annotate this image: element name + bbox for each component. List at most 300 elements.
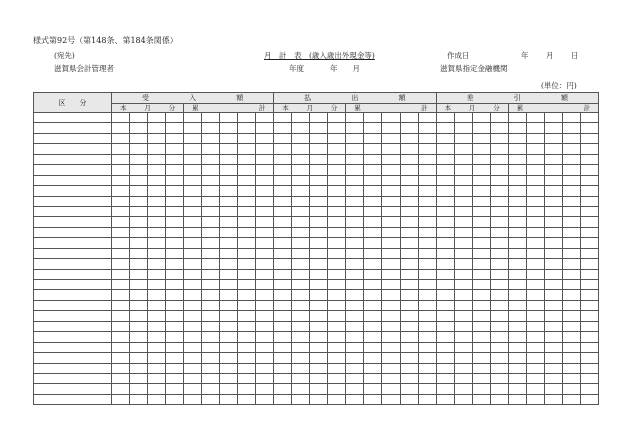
row-category-cell [34,206,112,216]
amount-digit-cell [436,373,454,383]
amount-digit-cell [112,290,130,300]
amount-digit-cell [310,311,328,321]
amount-digit-cell [346,332,364,342]
amount-digit-cell [238,154,256,164]
amount-digit-cell [220,206,238,216]
amount-digit-cell [526,321,544,331]
amount-digit-cell [508,342,526,352]
amount-digit-cell [382,321,400,331]
amount-digit-cell [238,196,256,206]
amount-digit-cell [328,227,346,237]
amount-digit-cell [472,290,490,300]
amount-digit-cell [490,342,508,352]
amount-digit-cell [130,280,148,290]
amount-digit-cell [346,280,364,290]
amount-digit-cell [436,332,454,342]
amount-digit-cell [310,353,328,363]
amount-digit-cell [184,113,202,123]
amount-digit-cell [220,280,238,290]
amount-digit-cell [418,113,436,123]
amount-digit-cell [130,259,148,269]
row-category-cell [34,123,112,133]
amount-digit-cell [166,217,184,227]
row-category-cell [34,353,112,363]
amount-digit-cell [580,133,598,143]
amount-digit-cell [562,363,580,373]
amount-digit-cell [274,217,292,227]
amount-digit-cell [562,206,580,216]
amount-digit-cell [184,248,202,258]
amount-digit-cell [580,373,598,383]
amount-digit-cell [400,259,418,269]
amount-digit-cell [112,311,130,321]
amount-digit-cell [472,363,490,373]
amount-digit-cell [220,123,238,133]
addressee: 滋賀県会計管理者 [54,64,114,73]
amount-digit-cell [418,196,436,206]
amount-digit-cell [202,165,220,175]
table-row [34,269,599,279]
amount-digit-cell [292,300,310,310]
amount-digit-cell [436,353,454,363]
amount-digit-cell [526,154,544,164]
amount-digit-cell [382,217,400,227]
row-category-cell [34,238,112,248]
amount-digit-cell [400,206,418,216]
amount-digit-cell [148,248,166,258]
amount-digit-cell [364,217,382,227]
amount-digit-cell [454,373,472,383]
amount-digit-cell [562,321,580,331]
amount-digit-cell [580,154,598,164]
amount-digit-cell [166,206,184,216]
amount-digit-cell [418,269,436,279]
amount-digit-cell [382,154,400,164]
amount-digit-cell [256,175,274,185]
amount-digit-cell [454,175,472,185]
amount-digit-cell [130,175,148,185]
amount-digit-cell [436,217,454,227]
amount-digit-cell [292,186,310,196]
amount-digit-cell [526,300,544,310]
amount-digit-cell [202,280,220,290]
amount-digit-cell [580,290,598,300]
amount-digit-cell [562,332,580,342]
amount-digit-cell [436,165,454,175]
amount-digit-cell [166,123,184,133]
amount-digit-cell [148,311,166,321]
amount-digit-cell [364,196,382,206]
amount-digit-cell [526,186,544,196]
amount-digit-cell [292,290,310,300]
amount-digit-cell [508,321,526,331]
amount-digit-cell [472,248,490,258]
amount-digit-cell [544,353,562,363]
amount-digit-cell [220,259,238,269]
amount-digit-cell [400,290,418,300]
amount-digit-cell [238,332,256,342]
amount-digit-cell [364,186,382,196]
amount-digit-cell [220,154,238,164]
amount-digit-cell [166,175,184,185]
amount-digit-cell [274,269,292,279]
amount-digit-cell [418,394,436,404]
amount-digit-cell [256,363,274,373]
amount-digit-cell [292,259,310,269]
amount-digit-cell [526,280,544,290]
row-category-cell [34,217,112,227]
amount-digit-cell [184,332,202,342]
table-row [34,363,599,373]
amount-digit-cell [346,259,364,269]
amount-digit-cell [400,269,418,279]
amount-digit-cell [328,373,346,383]
amount-digit-cell [490,175,508,185]
amount-digit-cell [148,280,166,290]
created-year-label: 年 [521,51,529,60]
amount-digit-cell [436,259,454,269]
amount-digit-cell [274,259,292,269]
amount-digit-cell [328,123,346,133]
amount-digit-cell [130,373,148,383]
amount-digit-cell [580,280,598,290]
amount-digit-cell [166,259,184,269]
amount-digit-cell [292,363,310,373]
amount-digit-cell [508,332,526,342]
amount-digit-cell [328,269,346,279]
amount-digit-cell [148,217,166,227]
row-category-cell [34,300,112,310]
amount-digit-cell [490,373,508,383]
amount-digit-cell [382,332,400,342]
amount-digit-cell [346,175,364,185]
sub-char: 分 [493,104,500,112]
amount-digit-cell [292,144,310,154]
table-row [34,280,599,290]
amount-digit-cell [508,113,526,123]
amount-digit-cell [472,217,490,227]
amount-digit-cell [328,259,346,269]
amount-digit-cell [130,353,148,363]
amount-digit-cell [562,342,580,352]
amount-digit-cell [274,353,292,363]
sub-char: 分 [168,104,176,112]
amount-digit-cell [472,300,490,310]
page-title: 月 計 表 (歳入歳出外現金等) [264,51,375,60]
amount-digit-cell [544,144,562,154]
amount-digit-cell [310,123,328,133]
amount-digit-cell [544,280,562,290]
amount-digit-cell [544,238,562,248]
amount-digit-cell [112,321,130,331]
amount-digit-cell [526,248,544,258]
amount-digit-cell [166,165,184,175]
amount-digit-cell [238,363,256,373]
amount-digit-cell [418,175,436,185]
row-category-cell [34,290,112,300]
amount-digit-cell [490,394,508,404]
amount-digit-cell [328,363,346,373]
amount-digit-cell [274,300,292,310]
amount-digit-cell [580,311,598,321]
amount-digit-cell [112,154,130,164]
amount-digit-cell [184,394,202,404]
amount-digit-cell [328,238,346,248]
amount-digit-cell [112,175,130,185]
amount-digit-cell [544,311,562,321]
amount-digit-cell [562,269,580,279]
amount-digit-cell [364,394,382,404]
amount-digit-cell [400,332,418,342]
amount-digit-cell [472,227,490,237]
sub-char: 計 [421,104,428,112]
amount-digit-cell [256,217,274,227]
amount-digit-cell [382,259,400,269]
amount-digit-cell [148,133,166,143]
amount-digit-cell [310,280,328,290]
amount-digit-cell [364,384,382,394]
amount-digit-cell [310,196,328,206]
table-row [34,113,599,123]
amount-digit-cell [526,332,544,342]
amount-digit-cell [490,144,508,154]
amount-digit-cell [508,165,526,175]
group-payments-char-2: 出 [351,94,359,102]
amount-digit-cell [112,259,130,269]
table-row [34,394,599,404]
row-category-cell [34,227,112,237]
amount-digit-cell [472,186,490,196]
amount-digit-cell [544,332,562,342]
amount-digit-cell [202,248,220,258]
amount-digit-cell [418,311,436,321]
amount-digit-cell [238,133,256,143]
amount-digit-cell [148,332,166,342]
amount-digit-cell [166,321,184,331]
sub-char: 累 [516,104,524,112]
amount-digit-cell [346,144,364,154]
amount-digit-cell [202,175,220,185]
amount-digit-cell [184,133,202,143]
amount-digit-cell [166,332,184,342]
amount-digit-cell [454,342,472,352]
amount-digit-cell [418,290,436,300]
amount-digit-cell [472,123,490,133]
amount-digit-cell [346,342,364,352]
amount-digit-cell [562,300,580,310]
amount-digit-cell [364,363,382,373]
sub-char: 本 [444,104,452,112]
amount-digit-cell [454,196,472,206]
amount-digit-cell [310,342,328,352]
amount-digit-cell [292,394,310,404]
amount-digit-cell [274,196,292,206]
amount-digit-cell [148,123,166,133]
amount-digit-cell [310,217,328,227]
amount-digit-cell [544,290,562,300]
subheader-payments-cumulative [346,104,436,113]
amount-digit-cell [292,217,310,227]
amount-digit-cell [184,175,202,185]
amount-digit-cell [364,154,382,164]
amount-digit-cell [220,269,238,279]
amount-digit-cell [130,133,148,143]
amount-digit-cell [544,394,562,404]
amount-digit-cell [310,175,328,185]
amount-digit-cell [292,373,310,383]
amount-digit-cell [544,269,562,279]
amount-digit-cell [454,259,472,269]
amount-digit-cell [346,394,364,404]
amount-digit-cell [112,217,130,227]
amount-digit-cell [364,123,382,133]
amount-digit-cell [148,186,166,196]
amount-digit-cell [436,196,454,206]
amount-digit-cell [382,113,400,123]
amount-digit-cell [148,154,166,164]
amount-digit-cell [310,300,328,310]
group-header-payments [274,93,436,104]
table-row [34,165,599,175]
amount-digit-cell [436,238,454,248]
amount-digit-cell [544,342,562,352]
amount-digit-cell [364,280,382,290]
amount-digit-cell [490,363,508,373]
amount-digit-cell [490,113,508,123]
amount-digit-cell [544,300,562,310]
amount-digit-cell [346,248,364,258]
row-category-cell [34,154,112,164]
amount-digit-cell [544,363,562,373]
group-payments-char-3: 額 [398,94,406,102]
amount-digit-cell [400,353,418,363]
subheader-receipts-cumulative [184,104,274,113]
amount-digit-cell [346,133,364,143]
row-category-cell [34,384,112,394]
amount-digit-cell [202,363,220,373]
amount-digit-cell [112,363,130,373]
table-row [34,353,599,363]
amount-digit-cell [148,353,166,363]
amount-digit-cell [472,154,490,164]
amount-digit-cell [292,280,310,290]
amount-digit-cell [112,113,130,123]
amount-digit-cell [166,248,184,258]
amount-digit-cell [166,154,184,164]
amount-digit-cell [472,280,490,290]
amount-digit-cell [256,196,274,206]
amount-digit-cell [400,196,418,206]
amount-digit-cell [400,321,418,331]
amount-digit-cell [508,373,526,383]
amount-digit-cell [364,373,382,383]
amount-digit-cell [130,342,148,352]
amount-digit-cell [274,165,292,175]
amount-digit-cell [454,113,472,123]
amount-digit-cell [202,186,220,196]
amount-digit-cell [454,280,472,290]
amount-digit-cell [382,248,400,258]
amount-digit-cell [400,394,418,404]
amount-digit-cell [310,394,328,404]
group-receipts-char-1: 受 [142,94,149,102]
amount-digit-cell [562,217,580,227]
amount-digit-cell [238,353,256,363]
amount-digit-cell [418,227,436,237]
amount-digit-cell [454,311,472,321]
amount-digit-cell [346,290,364,300]
amount-digit-cell [562,186,580,196]
amount-digit-cell [580,113,598,123]
amount-digit-cell [382,123,400,133]
amount-digit-cell [184,342,202,352]
amount-digit-cell [130,332,148,342]
group-balance-char-1: 差 [466,94,474,102]
amount-digit-cell [256,165,274,175]
amount-digit-cell [472,165,490,175]
amount-digit-cell [256,280,274,290]
amount-digit-cell [130,186,148,196]
monthly-ledger-table [33,92,599,405]
amount-digit-cell [166,280,184,290]
amount-digit-cell [580,321,598,331]
amount-digit-cell [490,384,508,394]
amount-digit-cell [220,238,238,248]
amount-digit-cell [238,259,256,269]
amount-digit-cell [580,342,598,352]
amount-digit-cell [292,206,310,216]
amount-digit-cell [148,113,166,123]
amount-digit-cell [490,154,508,164]
amount-digit-cell [238,113,256,123]
subheader-balance-cumulative [508,104,598,113]
table-row [34,259,599,269]
amount-digit-cell [274,373,292,383]
amount-digit-cell [202,196,220,206]
amount-digit-cell [400,133,418,143]
row-category-cell [34,363,112,373]
amount-digit-cell [436,133,454,143]
amount-digit-cell [472,113,490,123]
amount-digit-cell [436,206,454,216]
amount-digit-cell [508,123,526,133]
amount-digit-cell [256,373,274,383]
amount-digit-cell [112,133,130,143]
amount-digit-cell [220,144,238,154]
amount-digit-cell [184,186,202,196]
amount-digit-cell [562,113,580,123]
amount-digit-cell [130,123,148,133]
amount-digit-cell [454,384,472,394]
amount-digit-cell [490,238,508,248]
amount-digit-cell [382,165,400,175]
amount-digit-cell [112,332,130,342]
created-day-label: 日 [571,51,579,60]
amount-digit-cell [148,269,166,279]
amount-digit-cell [292,353,310,363]
amount-digit-cell [418,206,436,216]
subheader-receipts-month [112,104,184,113]
amount-digit-cell [436,363,454,373]
amount-digit-cell [418,353,436,363]
amount-digit-cell [580,196,598,206]
amount-digit-cell [508,363,526,373]
amount-digit-cell [364,342,382,352]
amount-digit-cell [436,269,454,279]
amount-digit-cell [310,165,328,175]
addressee-prefix: (宛先) [54,51,75,60]
amount-digit-cell [184,217,202,227]
